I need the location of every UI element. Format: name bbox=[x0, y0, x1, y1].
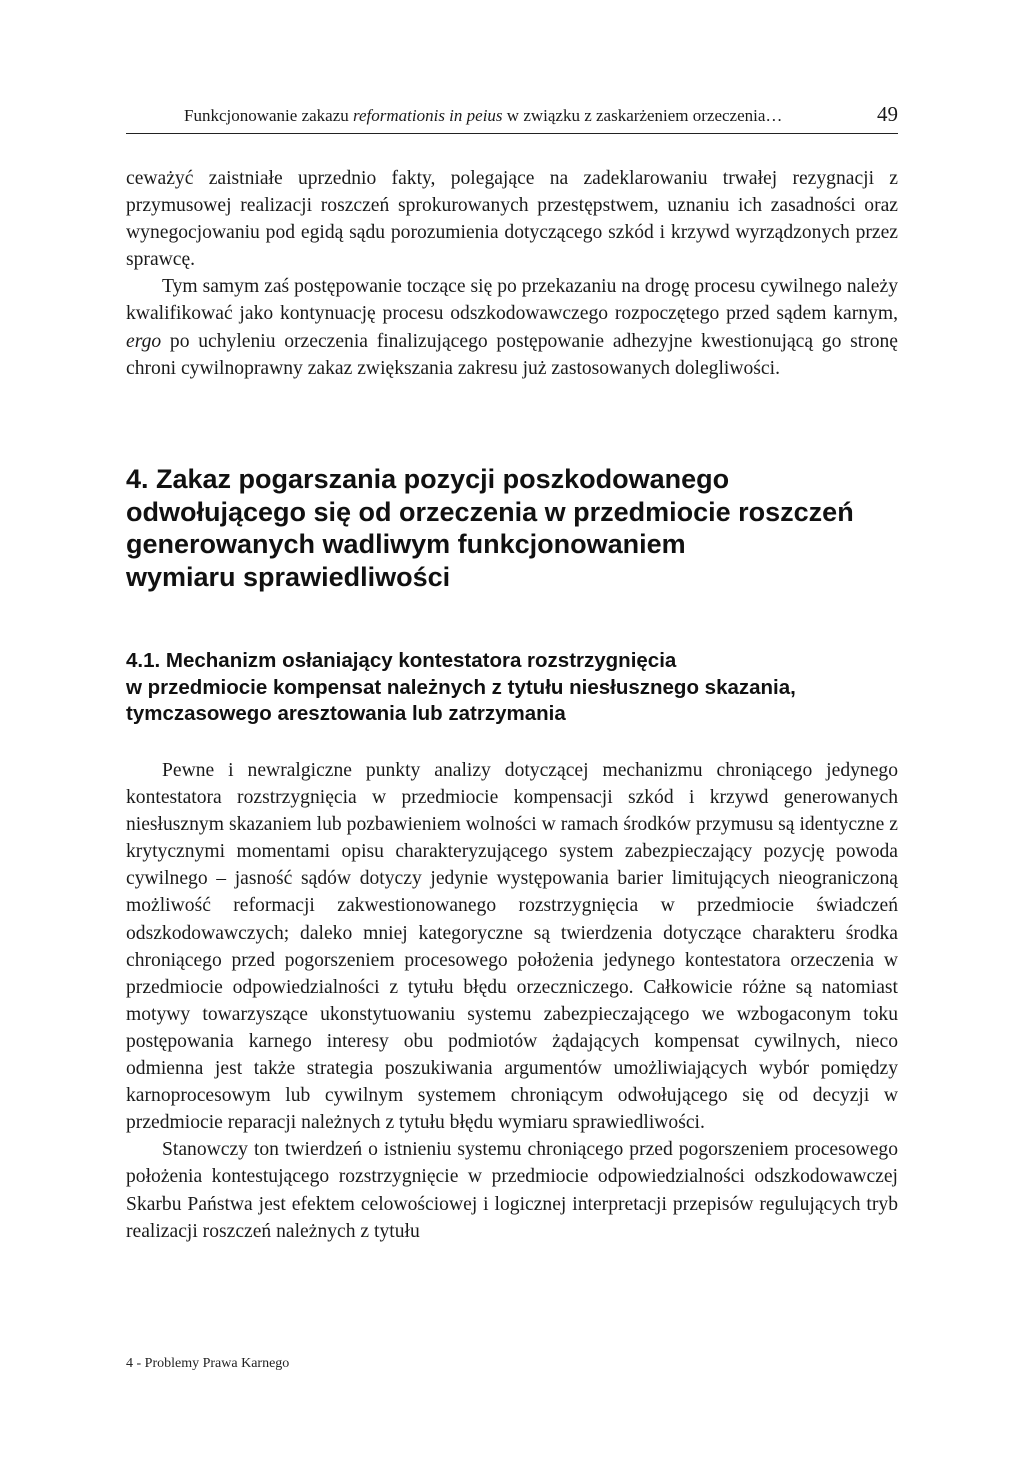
subsection-heading-line: 4.1. Mechanizm osłaniający kontestatora rozstrzygnięcia bbox=[126, 649, 677, 672]
subsection-heading-line: w przedmiocie kompensat należnych z tytułu niesłusznego skazania, bbox=[126, 675, 796, 699]
section-heading-line: wymiaru sprawiedliwości bbox=[126, 561, 451, 592]
body-text-top bbox=[126, 165, 898, 382]
running-head-title-italic: reformationis in peius bbox=[353, 106, 503, 125]
paragraph-text: po uchyleniu orzeczenia finalizującego postępowanie adhezyjne kwestionującą go stronę chroni cywilnoprawny zakaz zwiększania zakresu już zastosowanych dolegliwości. bbox=[126, 330, 898, 379]
running-head-title-part1: Funkcjonowanie zakazu bbox=[184, 106, 353, 125]
subsection-heading-line: tymczasowego aresztowania lub zatrzymania bbox=[126, 702, 566, 725]
running-head bbox=[126, 103, 898, 134]
section-heading-line: 4. Zakaz pogarszania pozycji poszkodowanego bbox=[126, 464, 730, 494]
paragraph: ceważyć zaistniałe uprzednio fakty, polegające na zadeklarowaniu trwałej rezygnacji z przymusowej realizacji roszczeń sprokurowanych przestępstwem, uznaniu ich zasadności oraz wynegocjowaniu pod egidą sądu porozumienia dotyczącego szkód i krzywd wyrządzonych przez sprawcę. bbox=[126, 168, 898, 271]
section-heading-line: odwołującego się od orzeczenia w przedmiocie roszczeń bbox=[126, 496, 854, 527]
paragraph bbox=[126, 273, 898, 381]
subsection-heading bbox=[126, 648, 898, 728]
running-head-title-part2: w związku z zaskarżeniem orzeczenia… bbox=[502, 106, 783, 125]
paragraph: Stanowczy ton twierdzeń o istnieniu systemu chroniącego przed pogorszeniem procesowego położenia kontestującego rozstrzygnięcie w przedmiocie odpowiedzialności odszkodowawczej Skarbu Państwa jest efektem celowościowej i logicznej interpretacji przepisów regulujących tryb realizacji roszczeń należnych z tytułu bbox=[126, 1139, 898, 1242]
section-heading-line: generowanych wadliwym funkcjonowaniem bbox=[126, 529, 686, 559]
body-text-bottom bbox=[126, 757, 898, 1245]
paragraph-italic-text: ergo bbox=[126, 330, 162, 352]
footer-note: 4 - Problemy Prawa Karnego bbox=[126, 1356, 290, 1371]
running-head-title bbox=[184, 103, 782, 129]
page-number: 49 bbox=[877, 102, 898, 126]
section-heading bbox=[126, 463, 898, 593]
paragraph: Pewne i newralgiczne punkty analizy dotyczącej mechanizmu chroniącego jedynego kontestatora rozstrzygnięcia w przedmiocie kompensacji szkód i krzywd generowanych niesłusznym skazaniem lub pozbawieniem wolności w ramach środków przymusu są identyczne z krytycznymi momentami opisu charakteryzującego system zabezpieczający pozycję powoda cywilnego – jasność sądów dotyczy jedynie występowania barier limitujących nieograniczoną możliwość reformacji zakwestionowanego rozstrzygnięcia w przedmiocie świadczeń odszkodowawczych; daleko mniej kategoryczne są twierdzenia dotyczące charakteru środka chroniącego przed pogorszeniem procesowego położenia jedynego kontestatora orzeczenia w przedmiocie odpowiedzialności z tytułu błędu orzeczniczego. Całkowicie różne są natomiast motywy towarzyszące ukonstytuowaniu systemu zabezpieczającego we wzbogaconym toku postępowania karnego interesy obu podmiotów żądających kompensat cywilnych, nieco odmienna jest także strategia poszukiwania argumentów umożliwiających wybór pomiędzy karnoprocesowym lub cywilnym systemem chroniącym odwołującego się od decyzji w przedmiocie reparacji należnych z tytułu błędu wymiaru sprawiedliwości. bbox=[126, 760, 898, 1134]
paragraph-text: Tym samym zaś postępowanie toczące się po przekazaniu na drogę procesu cywilnego należy kwalifikować jako kontynuację procesu odszkodowawczego rozpoczętego przed sądem karnym, bbox=[126, 276, 898, 325]
